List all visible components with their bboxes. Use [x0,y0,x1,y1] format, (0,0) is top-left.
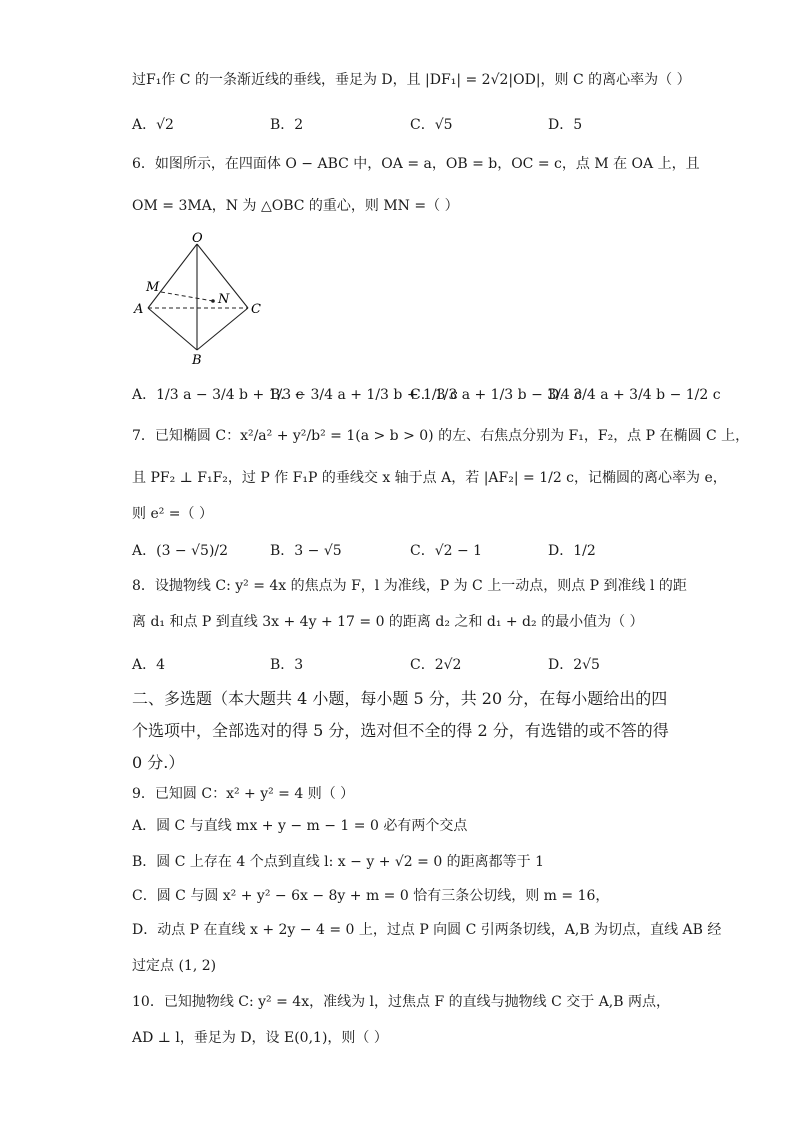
q6-stem-line1: 6．如图所示，在四面体 O − ABC 中，OA = a，OB = b，OC = c，点 M 在 OA 上，且 [132,156,700,172]
q10-stem-line1: 10．已知抛物线 C: y² = 4x，准线为 l，过焦点 F 的直线与抛物线 C 交于 A,B 两点， [132,994,671,1010]
section2-heading-line2: 个选项中，全部选对的得 5 分，选对但不全的得 2 分，有选错的或不答的得 [132,721,669,740]
q8-option-d: D．2√5 [548,657,600,673]
q9-stem: 9．已知圆 C：x² + y² = 4 则（ ） [132,786,355,802]
q9-option-c: C．圆 C 与圆 x² + y² − 6x − 8y + m = 0 恰有三条公切线，则 m = 16， [132,888,610,904]
label-a: A [134,302,144,317]
q7-stem-line1: 7．已知椭圆 C：x²/a² + y²/b² = 1(a > b > 0) 的左、右焦点分别为 F₁，F₂，点 P 在椭圆 C 上， [132,428,750,444]
q7-option-b: B．3 − √5 [270,543,342,559]
q7-option-a: A．(3 − √5)/2 [132,543,229,559]
q9-option-a: A．圆 C 与直线 mx + y − m − 1 = 0 必有两个交点 [132,818,468,834]
q6-option-b: B．− 3/4 a + 1/3 b + 1/3 c [270,387,458,403]
point-n-dot [211,299,215,303]
edge-cb [197,308,248,350]
label-m: M [146,280,160,295]
q5-option-a: A．√2 [132,117,174,133]
section2-heading-line1: 二、多选题（本大题共 4 小题，每小题 5 分，共 20 分，在每小题给出的四 [132,689,668,708]
q6-option-a: A．1/3 a − 3/4 b + 1/3 c [132,387,304,403]
section2-heading-line3: 0 分.） [132,753,185,772]
q5-stem-tail: 过F₁作 C 的一条渐近线的垂线，垂足为 D，且 |DF₁| = 2√2|OD|，则 C 的离心率为（ ） [132,72,691,88]
q5-option-d: D．5 [548,117,583,133]
label-n: N [218,292,230,307]
q7-option-c: C．√2 − 1 [410,543,483,559]
q8-stem-line1: 8．设抛物线 C: y² = 4x 的焦点为 F，l 为准线，P 为 C 上一动点，则点 P 到准线 l 的距 [132,578,687,594]
q8-option-c: C．2√2 [410,657,462,673]
q6-stem-line2: OM = 3MA，N 为 △OBC 的重心，则 MN =（ ） [132,198,459,214]
q8-option-a: A．4 [132,657,166,673]
q7-stem-line2: 且 PF₂ ⊥ F₁F₂，过 P 作 F₁P 的垂线交 x 轴于点 A，若 |AF₂| = 1/2 c，记椭圆的离心率为 e， [132,470,727,486]
tetrahedron-figure [130,232,270,368]
q6-option-d: D．3/4 a + 3/4 b − 1/2 c [548,387,721,403]
q9-option-b: B．圆 C 上存在 4 个点到直线 l: x − y + √2 = 0 的距离都等于 1 [132,854,545,870]
edge-oa [148,244,197,308]
segment-mn-dashed [161,292,213,301]
label-o: O [192,232,203,246]
label-c: C [251,302,261,317]
q9-option-d-line1: D．动点 P 在直线 x + 2y − 4 = 0 上，过点 P 向圆 C 引两条切线，A,B 为切点，直线 AB 经 [132,922,722,938]
q7-option-d: D．1/2 [548,543,596,559]
edge-ab [148,308,197,350]
q8-option-b: B．3 [270,657,304,673]
q7-stem-line3: 则 e² =（ ） [132,506,213,522]
q8-stem-line2: 离 d₁ 和点 P 到直线 3x + 4y + 17 = 0 的距离 d₂ 之和 d₁ + d₂ 的最小值为（ ） [132,614,644,630]
q9-option-d-line2: 过定点 (1, 2) [132,958,217,974]
q10-stem-line2: AD ⊥ l，垂足为 D，设 E(0,1)，则（ ） [132,1030,388,1046]
label-b: B [192,353,202,368]
q5-option-c: C．√5 [410,117,453,133]
q5-option-b: B．2 [270,117,304,133]
q6-option-c: C．1/3 a + 1/3 b − 3/4 c [410,387,583,403]
